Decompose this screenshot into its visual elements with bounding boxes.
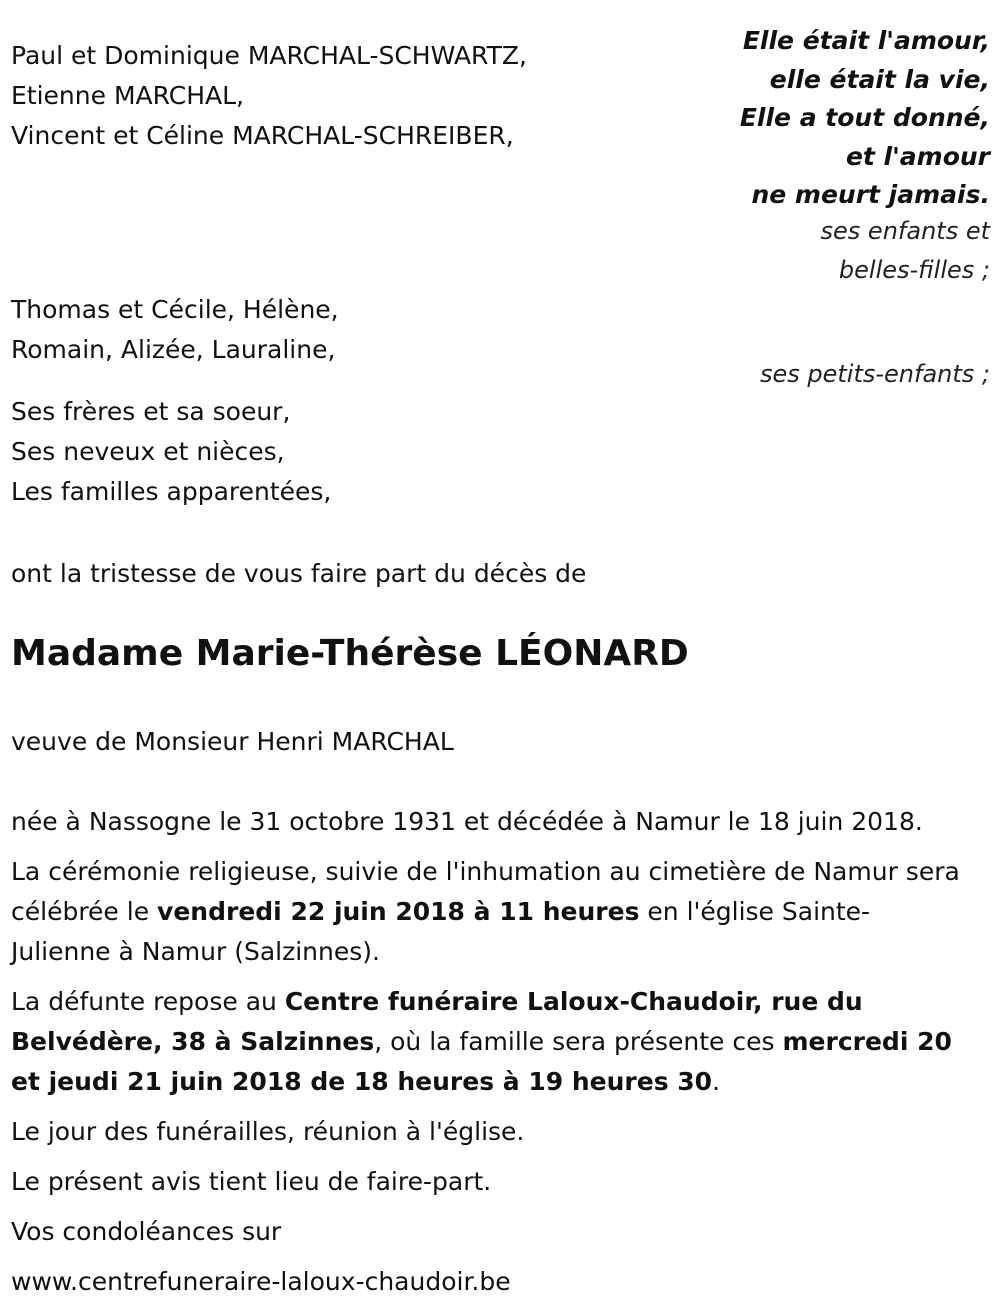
grandchildren-role	[760, 354, 990, 394]
poem-line: elle était la vie,	[769, 64, 990, 94]
visitation-location: Centre funéraire Laloux-Chaudoir, rue du Belvédère, 38 à Salzinnes	[11, 987, 863, 1056]
widow-text: veuve de Monsieur Henri MARCHAL	[11, 727, 454, 756]
children-role	[821, 212, 990, 290]
condolences-note: Vos condoléances sur	[11, 1217, 282, 1246]
announcement-text: ont la tristesse de vous faire part du décès de	[11, 559, 587, 588]
visitation-paragraph	[11, 982, 971, 1102]
ceremony-location: en l'église Sainte-Julienne à Namur (Salzinnes).	[11, 897, 871, 966]
role-line: belles-filles ;	[838, 256, 990, 284]
visitation-dates: mercredi 20 et jeudi 21 juin 2018 de 18 heures à 19 heures 30	[11, 1027, 952, 1096]
family-line: Ses frères et sa soeur,	[11, 397, 291, 426]
family-line: Etienne MARCHAL,	[11, 81, 244, 110]
poem-line: Elle était l'amour,	[742, 26, 990, 55]
meeting-note: Le jour des funérailles, réunion à l'église.	[11, 1117, 525, 1146]
visitation-text: .	[712, 1067, 721, 1096]
poem-line: ne meurt jamais.	[751, 180, 990, 209]
poem-line: Elle a tout donné,	[739, 103, 990, 132]
ceremony-date: vendredi 22 juin 2018 à 11 heures	[157, 897, 640, 926]
announcement	[11, 554, 586, 594]
visitation-text: La défunte repose au	[11, 987, 285, 1016]
birth-death: née à Nassogne le 31 octobre 1931 et décédée à Namur le 18 juin 2018.	[11, 807, 923, 836]
family-line: Romain, Alizée, Lauraline,	[11, 335, 336, 364]
family-line: Les familles apparentées,	[11, 477, 332, 506]
details	[11, 802, 971, 1302]
ceremony-paragraph	[11, 852, 971, 972]
grandchildren-list	[11, 290, 339, 370]
family-line: Paul et Dominique MARCHAL-SCHWARTZ,	[11, 41, 527, 70]
deceased-name: Madame Marie-Thérèse LÉONARD	[11, 633, 689, 674]
family-line: Vincent et Céline MARCHAL-SCHREIBER,	[11, 121, 514, 150]
role-line: ses petits-enfants ;	[759, 360, 990, 388]
family-line: Thomas et Cécile, Hélène,	[11, 295, 339, 324]
website-link[interactable]: www.centrefuneraire-laloux-chaudoir.be	[11, 1267, 511, 1296]
ceremony-text: La cérémonie religieuse, suivie de l'inhumation au cimetière de Namur sera célébrée le	[11, 857, 960, 926]
family-line: Ses neveux et nièces,	[11, 437, 285, 466]
poem-line: et l'amour	[845, 141, 990, 171]
relatives-list	[11, 392, 331, 512]
widow-of	[11, 722, 454, 762]
poem	[740, 22, 990, 215]
visitation-text: , où la famille sera présente ces	[374, 1027, 783, 1056]
children-list	[11, 36, 527, 156]
notice-note: Le présent avis tient lieu de faire-part.	[11, 1167, 492, 1196]
role-line: ses enfants et	[820, 217, 990, 245]
